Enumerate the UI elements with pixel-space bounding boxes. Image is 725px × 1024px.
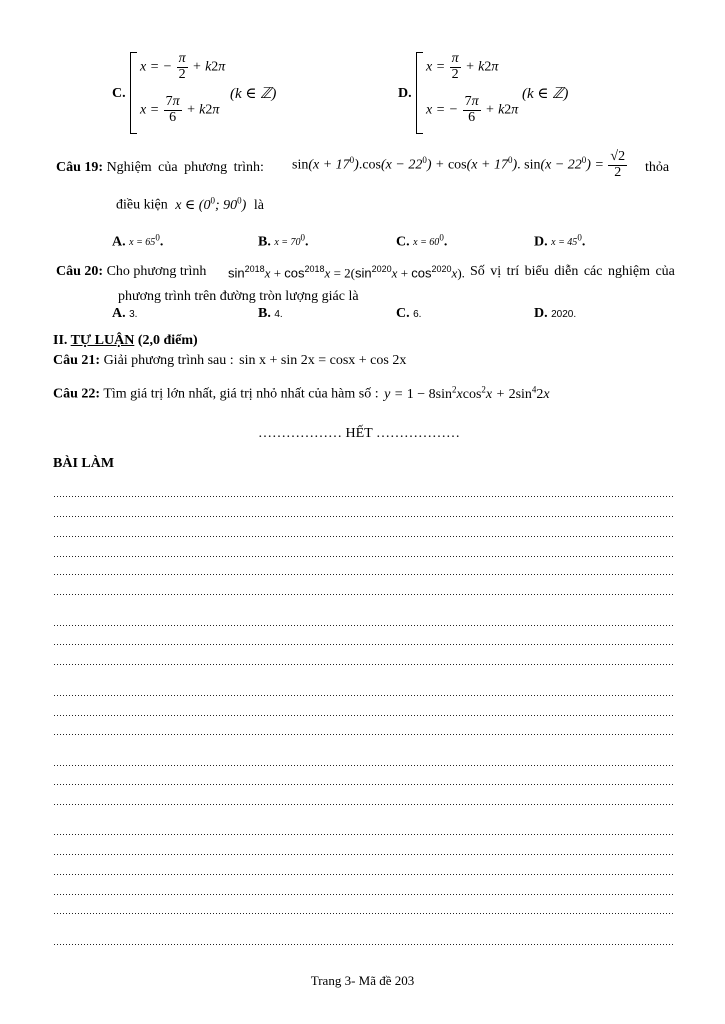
q19-condition-text: điều kiện — [116, 197, 168, 213]
q19-option-b: B. x = 700. — [258, 233, 309, 250]
q20-option-c-value: 6. — [413, 309, 422, 320]
q19-interval: x ∈ ($0^0$; $90^0$) — [175, 195, 247, 213]
answer-line — [53, 783, 673, 786]
answer-line — [53, 593, 673, 596]
q19-option-a: A. x = 650. — [112, 233, 164, 250]
answer-line — [53, 733, 673, 736]
answer-line — [53, 873, 673, 876]
q19-line1 — [56, 160, 264, 176]
q18-option-d-bracket — [416, 52, 423, 134]
q22-label: Câu 22: — [53, 386, 101, 402]
answer-line — [53, 803, 673, 806]
answer-line — [53, 624, 673, 627]
answer-line — [53, 764, 673, 767]
q19-line2 — [116, 195, 264, 214]
answer-line — [53, 663, 673, 666]
bai-lam-heading: BÀI LÀM — [53, 456, 115, 471]
section-2-prefix: II. — [53, 333, 68, 348]
q22 — [53, 384, 550, 403]
q18-option-c-line1: x = − $\frac{\pi}{2}$ + k2π — [140, 51, 226, 82]
answer-line — [53, 943, 673, 946]
q21-label: Câu 21: — [53, 353, 101, 368]
answer-line — [53, 893, 673, 896]
answer-line — [53, 833, 673, 836]
q20-option-a-label: A. — [112, 306, 126, 321]
q20-option-a-value: 3. — [129, 309, 138, 320]
q18-option-c-condition: (k ∈ ℤ) — [230, 86, 277, 102]
q19-equation: $\sin(x + 17^0).\cos(x - 22^0) + \cos(x + 17^0)$. $\sin(x - 22^0)$ = $\frac{√2}{2}$ — [292, 149, 626, 180]
q19-text: Nghiệm của phương trình: — [106, 160, 264, 175]
q19-tail: thỏa — [645, 160, 670, 175]
q20-line2: phương trình trên đường tròn lượng giác là — [118, 289, 359, 304]
q20-tail: Số vị trí biểu diễn các nghiệm của — [470, 264, 675, 279]
answer-line — [53, 555, 673, 558]
answer-line — [53, 853, 673, 856]
section-2-heading — [53, 333, 198, 349]
q18-option-d-label: D. — [398, 86, 412, 101]
q20-option-c-label: C. — [396, 306, 410, 321]
q19-option-b-value: x = 700 — [274, 233, 306, 249]
q18-option-c-line2: x = $\frac{7\pi}{6}$ + k2π — [140, 94, 220, 125]
answer-line — [53, 495, 673, 498]
q20-label: Câu 20: — [56, 264, 104, 279]
q22-text: Tìm giá trị lớn nhất, giá trị nhỏ nhất của hàm số : — [103, 386, 379, 402]
q21-equation: sin x + sin 2x = cosx + cos 2x — [239, 353, 407, 368]
q20-option-c — [396, 306, 421, 322]
answer-line — [53, 714, 673, 717]
q20-line1 — [56, 264, 206, 280]
end-mark: ……………… HẾT ……………… — [258, 426, 460, 441]
q20-equation: $\sin^{2018}x + \cos^{2018}x = 2(\sin^{2020}x + \cos^{2020}x)$. — [228, 264, 465, 281]
q19-option-c-label: C. — [396, 234, 410, 250]
q18-option-d-condition: (k ∈ ℤ) — [522, 86, 569, 102]
q19-la: là — [253, 197, 264, 213]
q20-option-a — [112, 306, 137, 322]
q19-label: Câu 19: — [56, 160, 104, 175]
q20-option-b-value: 4. — [274, 309, 283, 320]
answer-line — [53, 515, 673, 518]
answer-line — [53, 694, 673, 697]
q20-option-b — [258, 306, 283, 322]
q20-option-b-label: B. — [258, 306, 271, 321]
q18-option-d-line2: x = − $\frac{7\pi}{6}$ + k2π — [426, 94, 519, 125]
section-2-points: (2,0 điểm) — [137, 333, 198, 348]
answer-line — [53, 535, 673, 538]
q21-text: Giải phương trình sau : — [103, 353, 234, 368]
answer-line — [53, 573, 673, 576]
q18-option-c-bracket — [130, 52, 137, 134]
q20-option-d-label: D. — [534, 306, 548, 321]
q20-text: Cho phương trình — [106, 264, 207, 279]
answer-line — [53, 643, 673, 646]
page-footer: Trang 3- Mã đề 203 — [310, 973, 415, 988]
answer-line — [53, 912, 673, 915]
q19-option-b-label: B. — [258, 234, 271, 250]
q20-option-d — [534, 306, 576, 322]
q19-option-d-label: D. — [534, 234, 548, 250]
q22-equation: $y = 1 - 8\sin^2xcos^2x + 2\sin^42x$ — [384, 384, 550, 402]
q18-option-c-label: C. — [112, 86, 126, 101]
q19-option-a-value: x = 650 — [129, 233, 160, 249]
q19-option-a-label: A. — [112, 234, 126, 250]
q20-option-d-value: 2020. — [551, 309, 577, 320]
q18-option-d-line1: x = $\frac{\pi}{2}$ + k2π — [426, 51, 499, 82]
q19-option-d: D. x = 450. — [534, 233, 586, 250]
q19-option-c-value: x = 600 — [413, 233, 444, 249]
q19-option-c: C. x = 600. — [396, 233, 448, 250]
q21 — [53, 353, 406, 369]
section-2-title: TỰ LUẬN — [70, 333, 135, 348]
q19-option-d-value: x = 450 — [551, 233, 582, 249]
